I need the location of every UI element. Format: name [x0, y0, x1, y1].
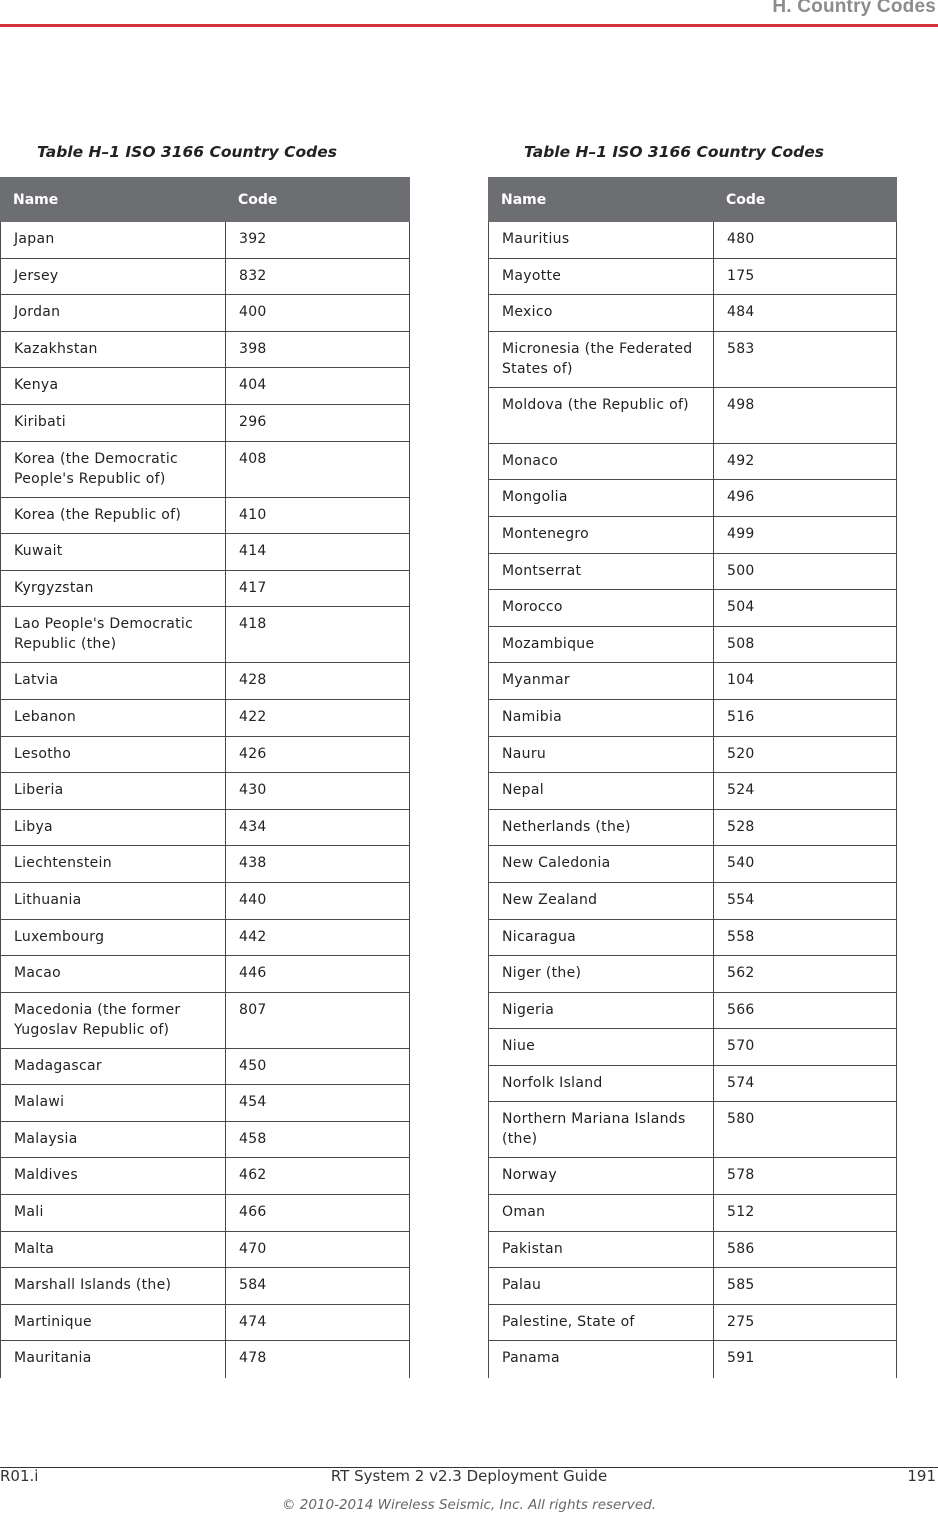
country-code-cell: 496: [713, 480, 897, 516]
table-row: [488, 554, 897, 591]
country-code-cell: 462: [225, 1158, 410, 1194]
column-header-name: Name: [501, 191, 547, 208]
table-row: [488, 1268, 897, 1305]
table-row: [0, 222, 410, 259]
country-name-cell: Norway: [488, 1158, 713, 1194]
country-code-cell: 175: [713, 259, 897, 295]
table-row: [488, 1195, 897, 1232]
table-row: [488, 1066, 897, 1103]
country-code-cell: 404: [225, 368, 410, 404]
country-code-cell: 440: [225, 883, 410, 919]
table-row: [0, 810, 410, 847]
table-header: [0, 177, 410, 222]
country-name-cell: Maldives: [0, 1158, 225, 1194]
table-row: [0, 332, 410, 369]
table-row: [0, 663, 410, 700]
table-row: [488, 993, 897, 1030]
country-code-cell: 275: [713, 1305, 897, 1341]
country-name-cell: Korea (the Democratic People's Republic of): [0, 442, 225, 497]
table-row: [488, 259, 897, 296]
footer-revision: R01.i: [0, 1467, 39, 1485]
table-row: [0, 883, 410, 920]
table-row: [0, 1049, 410, 1086]
country-name-cell: Pakistan: [488, 1232, 713, 1268]
footer-page-number: 191: [907, 1467, 936, 1485]
country-name-cell: Kazakhstan: [0, 332, 225, 368]
chapter-title: H. Country Codes: [772, 0, 936, 17]
country-name-cell: Mozambique: [488, 627, 713, 663]
table-row: [0, 773, 410, 810]
country-code-cell: 508: [713, 627, 897, 663]
country-name-cell: Liechtenstein: [0, 846, 225, 882]
table-body: [488, 222, 897, 1378]
country-name-cell: Kuwait: [0, 534, 225, 570]
table-row: [488, 700, 897, 737]
country-codes-table-left: [0, 177, 410, 1378]
column-header-name: Name: [13, 191, 59, 208]
country-code-cell: 558: [713, 920, 897, 956]
country-code-cell: 562: [713, 956, 897, 992]
country-code-cell: 585: [713, 1268, 897, 1304]
country-code-cell: 426: [225, 737, 410, 773]
table-row: [488, 920, 897, 957]
table-row: [0, 534, 410, 571]
table-row: [488, 480, 897, 517]
table-row: [488, 627, 897, 664]
country-code-cell: 414: [225, 534, 410, 570]
country-code-cell: 566: [713, 993, 897, 1029]
table-row: [0, 1085, 410, 1122]
country-code-cell: 578: [713, 1158, 897, 1194]
table-row: [488, 332, 897, 388]
table-header: [488, 177, 897, 222]
country-name-cell: New Zealand: [488, 883, 713, 919]
country-name-cell: Marshall Islands (the): [0, 1268, 225, 1304]
country-name-cell: Niue: [488, 1029, 713, 1065]
country-code-cell: 570: [713, 1029, 897, 1065]
country-name-cell: Macedonia (the former Yugoslav Republic of): [0, 993, 225, 1048]
table-row: [488, 1029, 897, 1066]
country-name-cell: Montserrat: [488, 554, 713, 590]
country-code-cell: 408: [225, 442, 410, 497]
table-row: [0, 295, 410, 332]
country-code-cell: 832: [225, 259, 410, 295]
country-name-cell: Jersey: [0, 259, 225, 295]
country-name-cell: Northern Mariana Islands (the): [488, 1102, 713, 1157]
table-row: [0, 956, 410, 993]
table-row: [488, 517, 897, 554]
header-rule: [0, 24, 938, 27]
country-name-cell: Kenya: [0, 368, 225, 404]
country-code-cell: 434: [225, 810, 410, 846]
table-row: [488, 883, 897, 920]
country-name-cell: Monaco: [488, 444, 713, 480]
table-caption-right: Table H–1 ISO 3166 Country Codes: [524, 143, 824, 161]
table-row: [488, 1102, 897, 1158]
country-name-cell: Japan: [0, 222, 225, 258]
country-name-cell: Liberia: [0, 773, 225, 809]
country-name-cell: Lebanon: [0, 700, 225, 736]
country-code-cell: 498: [713, 388, 897, 443]
table-row: [0, 846, 410, 883]
table-row: [488, 1305, 897, 1342]
table-row: [0, 1305, 410, 1342]
country-name-cell: Myanmar: [488, 663, 713, 699]
country-code-cell: 528: [713, 810, 897, 846]
country-code-cell: 574: [713, 1066, 897, 1102]
country-name-cell: Micronesia (the Federated States of): [488, 332, 713, 387]
country-code-cell: 430: [225, 773, 410, 809]
country-code-cell: 428: [225, 663, 410, 699]
country-name-cell: Nepal: [488, 773, 713, 809]
country-name-cell: Mauritania: [0, 1341, 225, 1378]
table-row: [488, 846, 897, 883]
country-code-cell: 398: [225, 332, 410, 368]
country-code-cell: 484: [713, 295, 897, 331]
table-row: [0, 571, 410, 608]
table-row: [488, 737, 897, 774]
table-row: [488, 388, 897, 444]
country-code-cell: 466: [225, 1195, 410, 1231]
table-row: [488, 773, 897, 810]
country-name-cell: New Caledonia: [488, 846, 713, 882]
table-row: [0, 1122, 410, 1159]
country-name-cell: Libya: [0, 810, 225, 846]
country-name-cell: Kiribati: [0, 405, 225, 441]
country-name-cell: Mayotte: [488, 259, 713, 295]
table-row: [488, 590, 897, 627]
table-row: [488, 222, 897, 259]
country-code-cell: 584: [225, 1268, 410, 1304]
country-codes-table-right: [488, 177, 897, 1378]
country-name-cell: Norfolk Island: [488, 1066, 713, 1102]
country-name-cell: Moldova (the Republic of): [488, 388, 713, 443]
country-name-cell: Malta: [0, 1232, 225, 1268]
country-code-cell: 392: [225, 222, 410, 258]
table-row: [488, 1232, 897, 1269]
country-code-cell: 524: [713, 773, 897, 809]
column-header-code: Code: [238, 191, 278, 208]
table-row: [488, 444, 897, 481]
table-row: [0, 737, 410, 774]
table-caption-left: Table H–1 ISO 3166 Country Codes: [37, 143, 337, 161]
country-name-cell: Jordan: [0, 295, 225, 331]
table-row: [0, 1341, 410, 1378]
table-row: [0, 1232, 410, 1269]
country-name-cell: Malawi: [0, 1085, 225, 1121]
country-code-cell: 504: [713, 590, 897, 626]
country-name-cell: Morocco: [488, 590, 713, 626]
country-code-cell: 516: [713, 700, 897, 736]
table-row: [0, 700, 410, 737]
table-row: [0, 993, 410, 1049]
table-row: [0, 442, 410, 498]
country-name-cell: Latvia: [0, 663, 225, 699]
country-code-cell: 446: [225, 956, 410, 992]
country-code-cell: 296: [225, 405, 410, 441]
country-code-cell: 554: [713, 883, 897, 919]
country-code-cell: 438: [225, 846, 410, 882]
country-code-cell: 422: [225, 700, 410, 736]
table-row: [0, 1268, 410, 1305]
country-code-cell: 586: [713, 1232, 897, 1268]
table-row: [488, 956, 897, 993]
table-row: [0, 498, 410, 535]
country-code-cell: 442: [225, 920, 410, 956]
table-body: [0, 222, 410, 1378]
table-row: [0, 405, 410, 442]
country-code-cell: 478: [225, 1341, 410, 1378]
country-name-cell: Nigeria: [488, 993, 713, 1029]
country-code-cell: 540: [713, 846, 897, 882]
country-code-cell: 583: [713, 332, 897, 387]
country-name-cell: Madagascar: [0, 1049, 225, 1085]
country-name-cell: Macao: [0, 956, 225, 992]
country-name-cell: Kyrgyzstan: [0, 571, 225, 607]
country-name-cell: Namibia: [488, 700, 713, 736]
country-name-cell: Montenegro: [488, 517, 713, 553]
table-row: [0, 259, 410, 296]
country-code-cell: 104: [713, 663, 897, 699]
country-code-cell: 410: [225, 498, 410, 534]
country-name-cell: Mali: [0, 1195, 225, 1231]
country-code-cell: 499: [713, 517, 897, 553]
country-code-cell: 474: [225, 1305, 410, 1341]
table-row: [488, 1341, 897, 1378]
footer-copyright: © 2010-2014 Wireless Seismic, Inc. All rights reserved.: [281, 1497, 657, 1513]
country-code-cell: 807: [225, 993, 410, 1048]
country-name-cell: Mongolia: [488, 480, 713, 516]
country-name-cell: Korea (the Republic of): [0, 498, 225, 534]
country-name-cell: Mauritius: [488, 222, 713, 258]
table-row: [0, 1158, 410, 1195]
country-name-cell: Palau: [488, 1268, 713, 1304]
country-code-cell: 470: [225, 1232, 410, 1268]
table-row: [488, 810, 897, 847]
country-name-cell: Nicaragua: [488, 920, 713, 956]
country-name-cell: Malaysia: [0, 1122, 225, 1158]
country-code-cell: 580: [713, 1102, 897, 1157]
country-code-cell: 417: [225, 571, 410, 607]
country-code-cell: 454: [225, 1085, 410, 1121]
country-name-cell: Panama: [488, 1341, 713, 1378]
country-name-cell: Luxembourg: [0, 920, 225, 956]
table-row: [488, 295, 897, 332]
country-name-cell: Oman: [488, 1195, 713, 1231]
table-row: [0, 920, 410, 957]
country-code-cell: 500: [713, 554, 897, 590]
country-name-cell: Lao People's Democratic Republic (the): [0, 607, 225, 662]
country-code-cell: 458: [225, 1122, 410, 1158]
country-name-cell: Mexico: [488, 295, 713, 331]
country-name-cell: Lesotho: [0, 737, 225, 773]
country-name-cell: Martinique: [0, 1305, 225, 1341]
country-code-cell: 400: [225, 295, 410, 331]
country-name-cell: Niger (the): [488, 956, 713, 992]
table-row: [488, 663, 897, 700]
country-code-cell: 512: [713, 1195, 897, 1231]
country-code-cell: 480: [713, 222, 897, 258]
country-name-cell: Netherlands (the): [488, 810, 713, 846]
country-name-cell: Lithuania: [0, 883, 225, 919]
country-name-cell: Palestine, State of: [488, 1305, 713, 1341]
country-name-cell: Nauru: [488, 737, 713, 773]
country-code-cell: 492: [713, 444, 897, 480]
country-code-cell: 418: [225, 607, 410, 662]
table-row: [0, 368, 410, 405]
table-row: [488, 1158, 897, 1195]
country-code-cell: 450: [225, 1049, 410, 1085]
footer-doc-title: RT System 2 v2.3 Deployment Guide: [330, 1467, 608, 1485]
column-header-code: Code: [726, 191, 766, 208]
country-code-cell: 591: [713, 1341, 897, 1378]
table-row: [0, 607, 410, 663]
country-code-cell: 520: [713, 737, 897, 773]
table-row: [0, 1195, 410, 1232]
